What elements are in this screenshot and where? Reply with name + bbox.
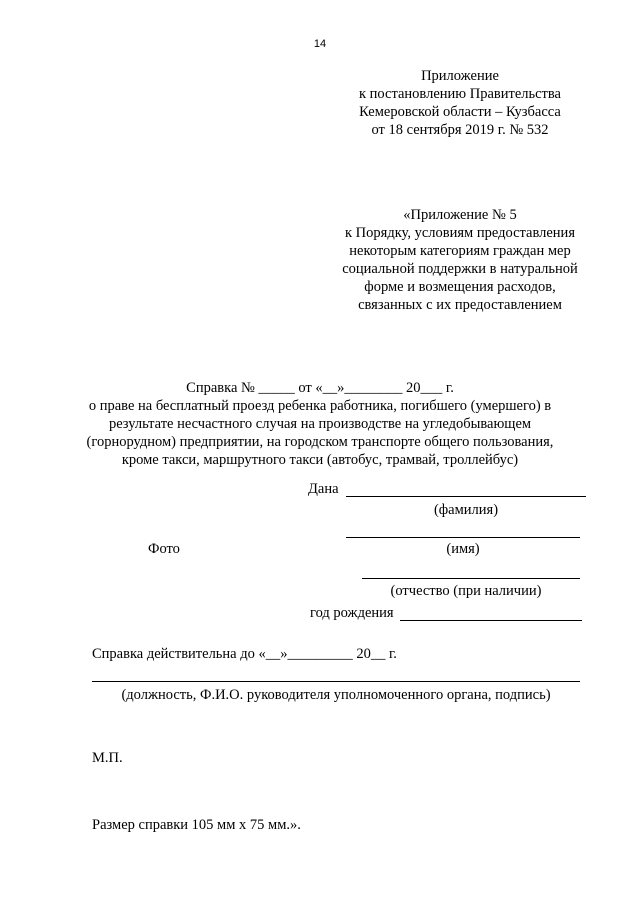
surname-field-line bbox=[346, 496, 586, 497]
certificate-title-line: Справка № _____ от «__»________ 20___ г. bbox=[186, 380, 454, 396]
birth-year-label: год рождения bbox=[310, 605, 394, 621]
certificate-title-line: о праве на бесплатный проезд ребенка работника, погибшего (умершего) в bbox=[88, 398, 552, 414]
certificate-title bbox=[60, 379, 580, 469]
name-field-line bbox=[346, 537, 580, 538]
birth-year-field-line bbox=[400, 620, 582, 621]
stamp-label: М.П. bbox=[92, 750, 123, 766]
validity-line: Справка действительна до «__»_________ 20__ г. bbox=[92, 646, 397, 662]
annex-header-line: форме и возмещения расходов, bbox=[364, 279, 556, 295]
signature-caption: (должность, Ф.И.О. руководителя уполномоченного органа, подпись) bbox=[121, 687, 551, 703]
photo-label: Фото bbox=[148, 541, 180, 557]
surname-caption: (фамилия) bbox=[433, 502, 499, 518]
issued-to-label: Дана bbox=[308, 481, 339, 497]
appendix-header bbox=[330, 67, 590, 139]
annex-header-line: «Приложение № 5 bbox=[403, 207, 517, 223]
certificate-title-line: кроме такси, маршрутного такси (автобус, трамвай, троллейбус) bbox=[121, 452, 519, 468]
page-number: 14 bbox=[313, 38, 327, 50]
appendix-header-line: к постановлению Правительства bbox=[359, 86, 561, 102]
annex-header-line: некоторым категориям граждан мер bbox=[349, 243, 571, 259]
patronymic-field-line bbox=[362, 578, 580, 579]
annex-header-line: к Порядку, условиям предоставления bbox=[345, 225, 575, 241]
patronymic-caption: (отчество (при наличии) bbox=[390, 583, 542, 599]
annex-header bbox=[320, 206, 600, 314]
signature-field-line bbox=[92, 681, 580, 682]
size-note: Размер справки 105 мм х 75 мм.». bbox=[92, 817, 301, 833]
name-caption: (имя) bbox=[446, 541, 480, 557]
appendix-header-line: Кемеровской области – Кузбасса bbox=[359, 104, 561, 120]
certificate-title-line: (горнорудном) предприятии, на городском транспорте общего пользования, bbox=[86, 434, 554, 450]
annex-header-line: связанных с их предоставлением bbox=[358, 297, 562, 313]
appendix-header-line: Приложение bbox=[421, 68, 499, 84]
annex-header-line: социальной поддержки в натуральной bbox=[342, 261, 578, 277]
certificate-title-line: результате несчастного случая на производстве на угледобывающем bbox=[108, 416, 532, 432]
appendix-header-line: от 18 сентября 2019 г. № 532 bbox=[371, 122, 549, 138]
